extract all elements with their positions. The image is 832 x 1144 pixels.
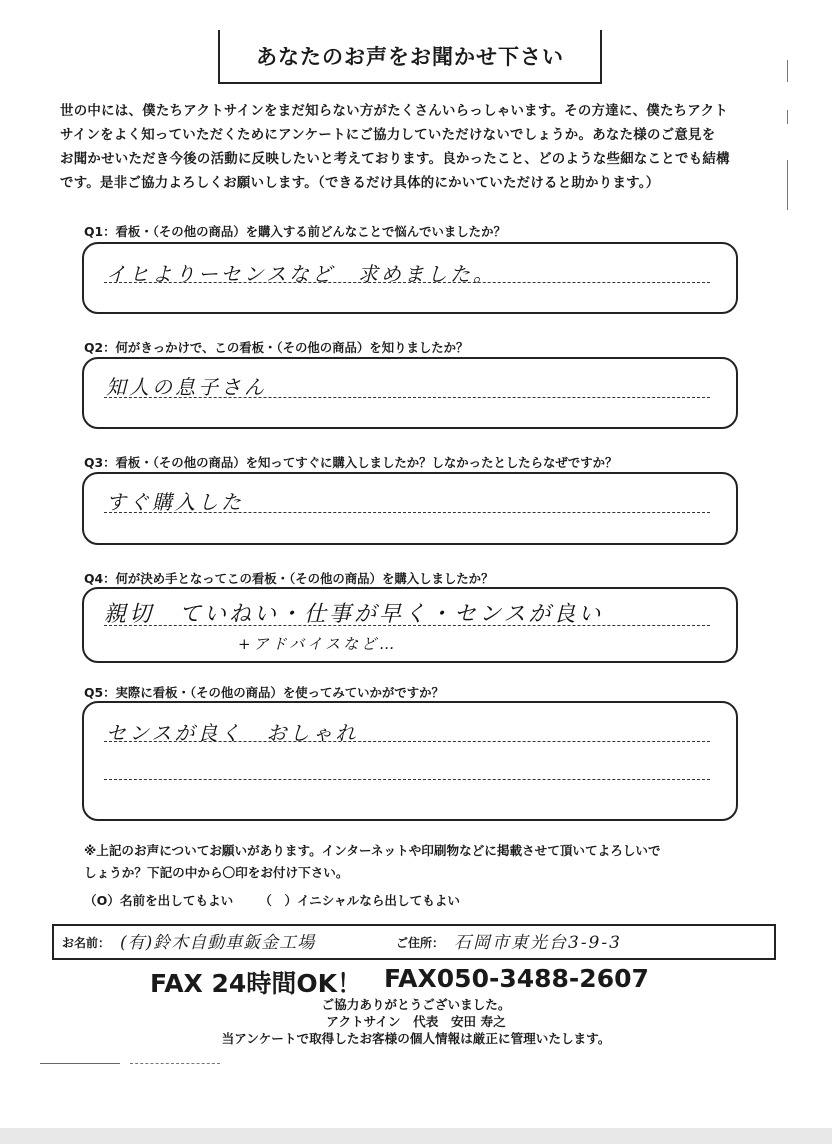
fax-info	[150, 964, 690, 1000]
intro-line: サインをよく知っていただくためにアンケートにご協力していただけないでしょうか。あなた様のご意見を	[60, 128, 716, 143]
scan-edge-strip	[0, 1128, 832, 1144]
fax-number: FAX050-3488-2607	[383, 964, 649, 993]
question-4-answer-box[interactable]	[82, 587, 738, 663]
consent-options	[84, 890, 460, 909]
scan-mark	[787, 160, 788, 210]
question-4-label: Q4：何が決め手となってこの看板・（その他の商品）を購入しましたか？	[84, 571, 494, 586]
intro-line: お聞かせいただき今後の活動に反映したいと考えております。良かったこと、どのような些細なことでも結構	[60, 152, 730, 167]
consent-option-initials[interactable]: （ ）イニシャルなら出してもよい	[259, 893, 460, 908]
footer-privacy: 当アンケートで取得したお客様の個人情報は厳正に管理いたします。	[221, 1031, 611, 1046]
footer	[0, 996, 832, 1047]
intro-line: です。是非ご協力よろしくお願いします。（できるだけ具体的にかいていただけると助かります。）	[60, 176, 660, 191]
question-5-answer-box[interactable]	[82, 701, 738, 821]
question-4-answer: 親切 ていねい・仕事が早く・センスが良い	[104, 602, 604, 627]
intro-line: 世の中には、僕たちアクトサインをまだ知らない方がたくさんいらっしゃいます。その方達に、僕たちアクト	[60, 104, 729, 119]
question-3-answer-box[interactable]	[82, 472, 738, 545]
question-2-label: Q2：何がきっかけで、この看板・（その他の商品）を知りましたか？	[84, 340, 469, 355]
notice-line: ※上記のお声についてお願いがあります。インターネットや印刷物などに掲載させて頂いてよろしいで	[84, 843, 661, 858]
question-4-answer-note: +アドバイスなど…	[238, 635, 398, 653]
page-title: あなたのお声をお聞かせ下さい	[218, 30, 602, 84]
scan-mark	[40, 1063, 120, 1064]
name-field[interactable]: (有)鈴木自動車鈑金工場	[120, 933, 316, 953]
consent-option-name[interactable]: （O）名前を出してもよい	[84, 893, 234, 908]
answer-line	[104, 512, 710, 513]
address-field[interactable]: 石岡市東光台3-9-3	[454, 933, 622, 953]
notice-line: しょうか？下記の中から〇印をお付け下さい。	[84, 865, 349, 880]
fax-hours: FAX 24時間OK！	[150, 969, 362, 998]
answer-line	[104, 779, 710, 780]
answer-line	[104, 625, 710, 626]
question-1-answer-box[interactable]	[82, 242, 738, 314]
question-5-answer: センスが良く おしゃれ	[106, 721, 359, 745]
question-1-label: Q1：看板・（その他の商品）を購入する前どんなことで悩んでいましたか？	[84, 224, 506, 239]
question-2-answer: 知人の息子さん	[106, 375, 267, 399]
question-3-answer: すぐ購入した	[106, 490, 244, 514]
question-5-label: Q5：実際に看板・（その他の商品）を使ってみていかがですか？	[84, 685, 444, 700]
scan-mark	[130, 1063, 220, 1064]
question-3-label: Q3：看板・（その他の商品）を知ってすぐに購入しましたか？しなかったとしたらなぜですか？	[84, 455, 618, 470]
question-1-answer: イヒよりーセンスなど 求めました。	[106, 262, 496, 286]
footer-thanks: ご協力ありがとうございました。	[321, 997, 511, 1012]
answer-line	[104, 741, 710, 742]
scan-mark	[787, 110, 788, 124]
intro-text	[60, 100, 780, 196]
answer-line	[104, 397, 710, 398]
answer-line	[104, 282, 710, 283]
question-2-answer-box[interactable]	[82, 357, 738, 429]
address-label: ご住所：	[396, 936, 445, 950]
footer-signature: アクトサイン 代表 安田 寿之	[326, 1014, 506, 1029]
publication-notice	[84, 840, 764, 884]
name-label: お名前：	[62, 936, 111, 950]
customer-info-box	[52, 924, 776, 960]
scan-mark	[787, 60, 788, 82]
